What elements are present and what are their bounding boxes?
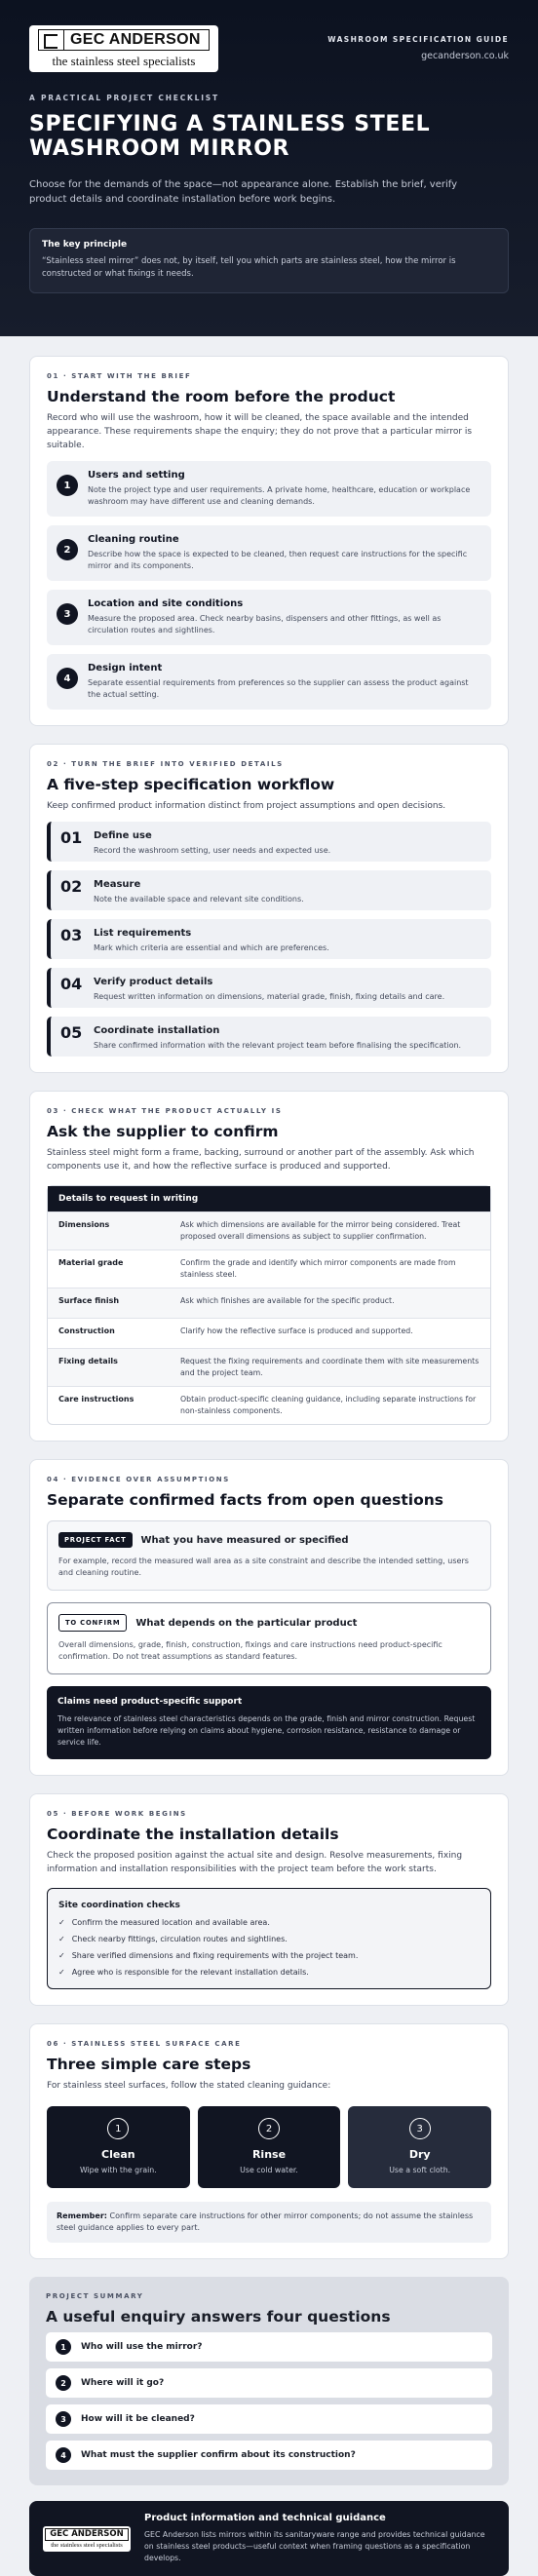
item-desc: Measure the proposed area. Check nearby basins, dispensers and other fittings, as well as circulation routes and sightlines. — [88, 614, 442, 634]
question-item — [46, 2441, 492, 2470]
care-title: Rinse — [251, 2148, 287, 2161]
guide-label: WASHROOM SPECIFICATION GUIDE — [327, 35, 509, 44]
workflow-step — [47, 822, 491, 862]
check-item — [58, 1918, 480, 1927]
list-item — [47, 654, 491, 710]
project-fact-badge: PROJECT FACT — [58, 1532, 133, 1548]
question-item — [46, 2404, 492, 2434]
item-title: Users and setting — [88, 470, 185, 481]
care-desc: Wipe with the grain. — [79, 2166, 157, 2174]
workflow-step — [47, 1017, 491, 1057]
checkmark-icon: ✓ — [58, 1935, 65, 1943]
footer-logo-name: GEC ANDERSON — [45, 2528, 129, 2541]
row-label: Care instructions — [58, 1395, 134, 1403]
check-text: Check nearby fittings, circulation routes and sightlines. — [71, 1935, 288, 1943]
top-bar — [29, 25, 509, 72]
checkmark-icon: ✓ — [58, 1918, 65, 1927]
workflow-step — [47, 870, 491, 910]
remember-note — [47, 2202, 491, 2243]
step-desc: Share confirmed information with the relevant project team before finalising the specification. — [94, 1041, 462, 1050]
item-desc: Describe how the space is expected to be cleaned, then request care instructions for the specific mirror and its components. — [88, 550, 468, 570]
step-title: List requirements — [94, 928, 192, 939]
step-number: 02 — [60, 877, 83, 896]
key-principle-text: “Stainless steel mirror” does not, by itself, tell you which parts are stainless steel, how the mirror is constructed or what fixings it needs. — [42, 256, 456, 279]
project-summary — [29, 2277, 509, 2485]
section-lead: Check the proposed position against the actual site and design. Resolve measurements, fixing information and installation responsibilities with the project team before the work starts. — [47, 1851, 463, 1874]
care-title: Dry — [408, 2148, 431, 2161]
care-title: Clean — [101, 2148, 135, 2161]
claims-text: The relevance of stainless steel characteristics depends on the grade, finish and mirror construction. Request written information before relying on claims about hygiene, corrosion resistance, resistance to damage or service life. — [58, 1714, 476, 1747]
site-link[interactable]: gecanderson.co.uk — [421, 51, 509, 61]
section-title: Ask the supplier to confirm — [47, 1123, 279, 1140]
number-badge: 4 — [57, 668, 78, 689]
step-desc: Mark which criteria are essential and which are preferences. — [94, 943, 329, 952]
claims-callout — [47, 1686, 491, 1759]
section-eyebrow: PROJECT SUMMARY — [46, 2292, 144, 2300]
logo-wordmark — [38, 29, 210, 51]
step-desc: Request written information on dimensions, material grade, finish, fixing details and care. — [94, 992, 445, 1001]
care-desc: Use a soft cloth. — [389, 2166, 451, 2174]
table-row — [48, 1288, 490, 1318]
section-title: A useful enquiry answers four questions — [46, 2308, 391, 2326]
fact-desc: For example, record the measured wall area as a site constraint and describe the intended setting, users and cleaning routine. — [58, 1557, 469, 1577]
table-row — [48, 1318, 490, 1348]
section-installation — [29, 1793, 509, 2006]
hero-intro: Choose for the demands of the space—not appearance alone. Establish the brief, verify product details and coordinate installation before work begins. — [29, 179, 458, 205]
check-text: Agree who is responsible for the relevant installation details. — [71, 1968, 309, 1977]
question-text: Where will it go? — [81, 2378, 165, 2388]
list-item — [47, 590, 491, 645]
key-principle-title: The key principle — [42, 240, 128, 250]
section-workflow — [29, 744, 509, 1073]
key-principle-box — [29, 228, 509, 293]
section-eyebrow: 04 · EVIDENCE OVER ASSUMPTIONS — [47, 1476, 230, 1483]
care-desc: Use cold water. — [240, 2166, 298, 2174]
number-badge: 2 — [57, 539, 78, 560]
item-title: Cleaning routine — [88, 534, 179, 545]
care-steps — [47, 2106, 491, 2188]
table-header: Details to request in writing — [48, 1186, 490, 1211]
page-title: SPECIFYING A STAINLESS STEEL WASHROOM MIRROR — [29, 112, 431, 161]
check-item — [58, 1951, 480, 1960]
main-content — [0, 336, 538, 2576]
checks-title: Site coordination checks — [58, 1901, 180, 1910]
check-item — [58, 1935, 480, 1943]
number-badge: 3 — [57, 603, 78, 625]
section-title: Coordinate the installation details — [47, 1826, 339, 1843]
row-value: Ask which dimensions are available for the mirror being considered. Treat proposed overall dimensions as subject to supplier confirmation. — [180, 1220, 461, 1241]
row-value: Request the fixing requirements and coordinate them with site measurements and the project team. — [180, 1357, 480, 1377]
item-desc: Note the project type and user requirements. A private home, healthcare, education or workplace washroom may have different use and cleaning demands. — [88, 485, 471, 506]
workflow-step — [47, 968, 491, 1008]
question-number: 2 — [56, 2375, 71, 2391]
claims-title: Claims need product-specific support — [58, 1697, 243, 1707]
row-label: Fixing details — [58, 1357, 118, 1365]
table-row — [48, 1250, 490, 1288]
section-eyebrow: 02 · TURN THE BRIEF INTO VERIFIED DETAILS — [47, 760, 284, 768]
step-title: Measure — [94, 879, 141, 890]
section-lead: For stainless steel surfaces, follow the stated cleaning guidance: — [47, 2081, 331, 2091]
section-eyebrow: 01 · START WITH THE BRIEF — [47, 372, 192, 380]
section-care — [29, 2023, 509, 2259]
row-value: Obtain product-specific cleaning guidance, including separate instructions for non-stainless components. — [180, 1395, 477, 1415]
step-number: 01 — [60, 828, 83, 847]
table-row — [48, 1348, 490, 1386]
table-row — [48, 1211, 490, 1250]
remember-text: Confirm separate care instructions for other mirror components; do not assume the stainless steel guidance applies to every part. — [57, 2211, 474, 2232]
remember-label: Remember: — [57, 2211, 107, 2220]
care-number: 2 — [258, 2118, 280, 2139]
footer-text: GEC Anderson lists mirrors within its sanitaryware range and provides technical guidance on stainless steel products—useful context when framing questions as a specification develops. — [144, 2530, 485, 2562]
row-label: Dimensions — [58, 1220, 110, 1229]
step-title: Coordinate installation — [94, 1025, 220, 1036]
section-lead: Stainless steel might form a frame, backing, surround or another part of the assembly. Ask which components use it, and how the reflective surface is produced and supported. — [47, 1148, 475, 1172]
list-item — [47, 461, 491, 517]
details-table — [47, 1185, 491, 1425]
to-confirm-box — [47, 1602, 491, 1674]
confirm-desc: Overall dimensions, grade, finish, construction, fixings and care instructions need product-specific confirmation. Do not treat assumptions as standard features. — [58, 1640, 442, 1661]
project-fact-box — [47, 1520, 491, 1591]
question-text: How will it be cleaned? — [81, 2414, 195, 2424]
workflow-step — [47, 919, 491, 959]
row-label: Surface finish — [58, 1296, 120, 1305]
table-row — [48, 1386, 490, 1424]
care-card-dry — [348, 2106, 491, 2188]
step-title: Verify product details — [94, 977, 213, 987]
care-card-clean — [47, 2106, 190, 2188]
row-label: Construction — [58, 1326, 115, 1335]
care-card-rinse — [198, 2106, 341, 2188]
question-number: 4 — [56, 2447, 71, 2463]
row-value: Ask which finishes are available for the specific product. — [180, 1296, 395, 1305]
confirm-title: What depends on the particular product — [135, 1617, 358, 1629]
check-text: Share verified dimensions and fixing requirements with the project team. — [71, 1951, 359, 1960]
footer — [29, 2501, 509, 2576]
row-label: Material grade — [58, 1258, 124, 1267]
section-eyebrow: 06 · STAINLESS STEEL SURFACE CARE — [47, 2040, 242, 2048]
question-text: Who will use the mirror? — [81, 2342, 203, 2352]
step-number: 04 — [60, 975, 83, 993]
step-desc: Note the available space and relevant site conditions. — [94, 895, 304, 904]
question-item — [46, 2332, 492, 2362]
row-value: Confirm the grade and identify which mirror components are made from stainless steel. — [180, 1258, 456, 1279]
guide-meta — [327, 25, 509, 61]
logo-name: GEC ANDERSON — [70, 30, 201, 48]
section-lead: Record who will use the washroom, how it will be cleaned, the space available and the intended appearance. These requirements shape the enquiry; they do not prove that a particular mirror is suitable. — [47, 413, 473, 450]
hero-eyebrow: A PRACTICAL PROJECT CHECKLIST — [29, 94, 219, 102]
section-eyebrow: 05 · BEFORE WORK BEGINS — [47, 1810, 187, 1818]
checkmark-icon: ✓ — [58, 1951, 65, 1960]
site-checks-box — [47, 1888, 491, 1989]
section-title: Understand the room before the product — [47, 388, 396, 405]
item-title: Design intent — [88, 663, 163, 673]
section-brief — [29, 356, 509, 726]
fact-title: What you have measured or specified — [140, 1534, 349, 1546]
brand-logo[interactable] — [29, 25, 218, 72]
step-title: Define use — [94, 830, 152, 841]
question-number: 3 — [56, 2411, 71, 2427]
care-number: 3 — [409, 2118, 431, 2139]
footer-logo-tagline: the stainless steel specialists — [51, 2542, 123, 2549]
section-eyebrow: 03 · CHECK WHAT THE PRODUCT ACTUALLY IS — [47, 1107, 283, 1115]
footer-logo[interactable] — [43, 2526, 131, 2552]
step-number: 05 — [60, 1023, 83, 1042]
step-desc: Record the washroom setting, user needs and expected use. — [94, 846, 331, 855]
care-number: 1 — [107, 2118, 129, 2139]
section-lead: Keep confirmed product information distinct from project assumptions and open decisions. — [47, 801, 446, 811]
row-value: Clarify how the reflective surface is produced and supported. — [180, 1326, 413, 1335]
logo-tagline: the stainless steel specialists — [52, 53, 196, 68]
footer-title: Product information and technical guidance — [144, 2513, 386, 2523]
check-item — [58, 1968, 480, 1977]
section-title: Three simple care steps — [47, 2056, 251, 2073]
step-number: 03 — [60, 926, 83, 944]
section-supplier — [29, 1091, 509, 1442]
logo-mark-icon — [39, 30, 64, 50]
item-desc: Separate essential requirements from preferences so the supplier can assess the product against the actual setting. — [88, 678, 469, 699]
list-item — [47, 525, 491, 581]
question-item — [46, 2368, 492, 2398]
section-evidence — [29, 1459, 509, 1776]
question-number: 1 — [56, 2339, 71, 2355]
hero-header — [0, 0, 538, 336]
checkmark-icon: ✓ — [58, 1968, 65, 1977]
section-title: Separate confirmed facts from open questions — [47, 1491, 444, 1509]
to-confirm-badge: TO CONFIRM — [58, 1614, 127, 1632]
number-badge: 1 — [57, 475, 78, 496]
section-title: A five-step specification workflow — [47, 776, 335, 793]
question-text: What must the supplier confirm about its construction? — [81, 2450, 356, 2460]
check-text: Confirm the measured location and available area. — [71, 1918, 270, 1927]
item-title: Location and site conditions — [88, 598, 244, 609]
